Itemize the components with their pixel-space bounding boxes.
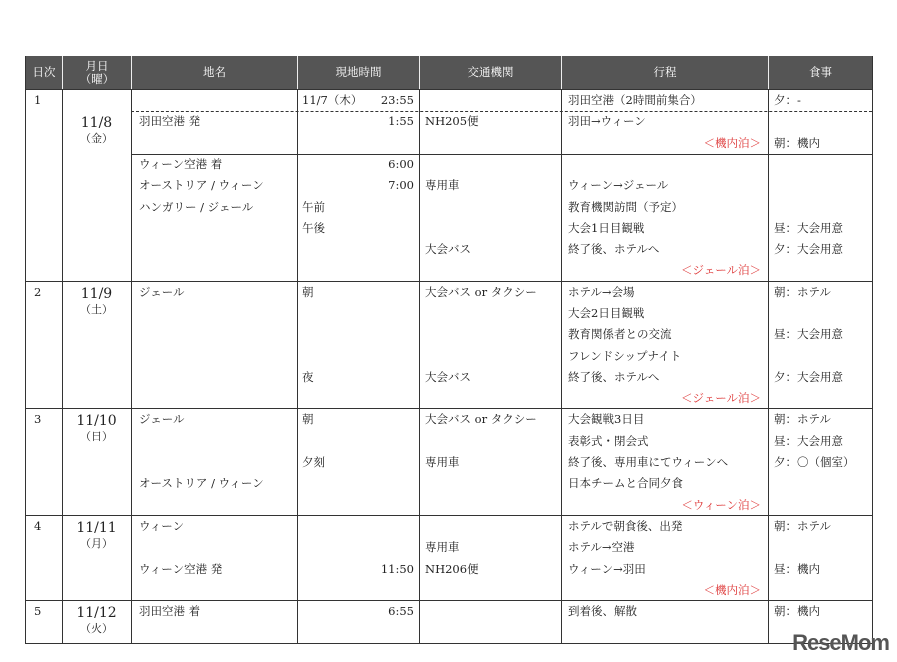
itinerary: 到着後、解散 (568, 604, 637, 619)
local-time: 7:00 (388, 178, 414, 193)
header-place: 地名 (131, 56, 297, 89)
day-row (26, 89, 872, 281)
transport: 大会バス (425, 242, 471, 257)
table-header (26, 56, 872, 89)
itinerary-table (25, 56, 873, 644)
meal: 朝：機内 (774, 604, 820, 619)
day-number: 1 (34, 93, 42, 107)
itinerary: 大会1日目観戦 (568, 220, 645, 235)
transport: 専用車 (425, 540, 460, 555)
local-time-label: 朝 (302, 412, 314, 427)
column-divider (297, 282, 298, 409)
itinerary: ホテル→会場 (568, 284, 635, 299)
itinerary: 大会2日目観戦 (568, 305, 645, 320)
meal: 昼：大会用意 (774, 433, 843, 448)
transport: NH206便 (425, 561, 479, 576)
place: ウィーン空港 着 (139, 156, 223, 171)
header-local-time: 現地時間 (297, 56, 419, 89)
itinerary: フレンドシップナイト (568, 348, 682, 363)
date: 11/12 (76, 605, 117, 622)
local-time-label: 午後 (302, 220, 325, 235)
transport: 専用車 (425, 455, 460, 470)
column-divider (768, 90, 769, 281)
meal: 夕：大会用意 (774, 369, 843, 384)
header-itinerary: 行程 (561, 56, 768, 89)
itinerary: 日本チームと合同夕食 (568, 476, 683, 491)
column-divider (297, 409, 298, 515)
local-time-label: 夕刻 (302, 455, 325, 470)
day-row (26, 515, 872, 600)
column-divider (561, 90, 562, 281)
place: オーストリア / ウィーン (139, 476, 264, 491)
meal: 朝：ホテル (774, 284, 831, 299)
date: 11/9 (80, 285, 113, 302)
meal: 朝：ホテル (774, 412, 831, 427)
row-separator (131, 154, 872, 155)
overnight-stay: ＜ウィーン泊＞ (681, 497, 761, 512)
itinerary: ホテル→空港 (568, 540, 635, 555)
local-time-label: 午前 (302, 199, 325, 214)
header-transport: 交通機関 (419, 56, 561, 89)
itinerary: 教育機関訪問（予定） (568, 199, 683, 214)
itinerary: 大会観戦3日目 (568, 412, 645, 427)
local-time-label: 夜 (302, 369, 314, 384)
day-number: 4 (34, 518, 42, 533)
date-cell (62, 116, 131, 146)
place: 羽田空港 発 (139, 114, 201, 129)
header-meals: 食事 (768, 56, 872, 89)
itinerary: 教育関係者との交流 (568, 327, 672, 342)
day-number: 3 (34, 412, 42, 427)
column-divider (131, 409, 132, 515)
place: オーストリア / ウィーン (139, 178, 264, 193)
meal: 朝：ホテル (774, 518, 831, 533)
local-time-label: 11/7（木） (302, 93, 363, 107)
column-divider (419, 601, 420, 643)
day-row (26, 281, 872, 409)
overnight-stay: ＜ジェール泊＞ (680, 391, 761, 406)
itinerary: 終了後、ホテルへ (568, 242, 660, 257)
header-day: 日次 (32, 65, 56, 79)
overnight-stay: ＜ジェール泊＞ (680, 263, 761, 278)
column-divider (768, 516, 769, 600)
day-row (26, 600, 872, 643)
transport: 専用車 (425, 178, 460, 193)
date-cell (62, 414, 131, 444)
column-divider (768, 282, 769, 409)
column-divider (131, 282, 132, 409)
meal: 昼：大会用意 (774, 220, 843, 235)
column-divider (768, 409, 769, 515)
date-cell (62, 287, 131, 317)
place: ウィーン (139, 518, 185, 533)
overnight-stay: ＜機内泊＞ (703, 582, 761, 597)
itinerary: 表彰式・閉会式 (568, 433, 649, 448)
watermark-logo: ReseMom (792, 630, 889, 655)
meal: 夕：大会用意 (774, 242, 843, 257)
itinerary: 羽田空港（2時間前集合） (568, 93, 702, 107)
place: ジェール (139, 412, 185, 427)
row-separator (131, 111, 872, 112)
column-divider (419, 282, 420, 409)
place: 羽田空港 着 (139, 604, 201, 619)
itinerary: 終了後、ホテルへ (568, 369, 660, 384)
itinerary: ウィーン→羽田 (568, 561, 646, 576)
column-divider (131, 90, 132, 281)
weekday: （日） (80, 430, 113, 444)
transport: 大会バス or タクシー (425, 284, 537, 299)
local-time: 23:55 (380, 93, 414, 107)
day-number: 2 (34, 284, 42, 299)
local-time-label: 朝 (302, 284, 314, 299)
column-divider (131, 601, 132, 643)
date: 11/10 (76, 413, 117, 430)
weekday: （土） (80, 302, 113, 316)
place: ジェール (139, 284, 185, 299)
place: ハンガリー / ジェール (139, 199, 254, 214)
weekday: （金） (80, 132, 113, 146)
meal: 昼：大会用意 (774, 327, 843, 342)
local-time: 6:00 (388, 156, 414, 171)
weekday: （月） (80, 536, 113, 550)
local-time: 11:50 (380, 561, 414, 576)
day-row (26, 408, 872, 515)
itinerary: ホテルで朝食後、出発 (568, 518, 683, 533)
meal: 朝：機内 (774, 135, 820, 150)
date-cell (62, 606, 131, 636)
header-date: 月日 （曜） (62, 56, 131, 89)
date: 11/11 (76, 519, 117, 536)
itinerary: 終了後、専用車にてウィーンへ (568, 455, 729, 470)
meal: 昼：機内 (774, 561, 820, 576)
column-divider (131, 516, 132, 600)
meal: 夕：- (774, 93, 801, 107)
overnight-stay: ＜機内泊＞ (703, 135, 761, 150)
column-divider (768, 601, 769, 643)
itinerary: ウィーン→ジェール (568, 178, 669, 193)
itinerary: 羽田→ウィーン (568, 114, 646, 129)
transport: NH205便 (425, 114, 479, 129)
transport: 大会バス or タクシー (425, 412, 537, 427)
local-time: 6:55 (388, 604, 414, 619)
local-time: 1:55 (388, 114, 414, 129)
day-number: 5 (34, 604, 42, 619)
column-divider (561, 601, 562, 643)
date: 11/8 (80, 115, 113, 132)
column-divider (419, 90, 420, 281)
place: ウィーン空港 発 (139, 561, 223, 576)
transport: 大会バス (425, 369, 471, 384)
meal: 夕：〇（個室） (774, 455, 855, 470)
date-cell (62, 521, 131, 551)
weekday: （火） (80, 622, 113, 636)
column-divider (419, 516, 420, 600)
column-divider (419, 409, 420, 515)
